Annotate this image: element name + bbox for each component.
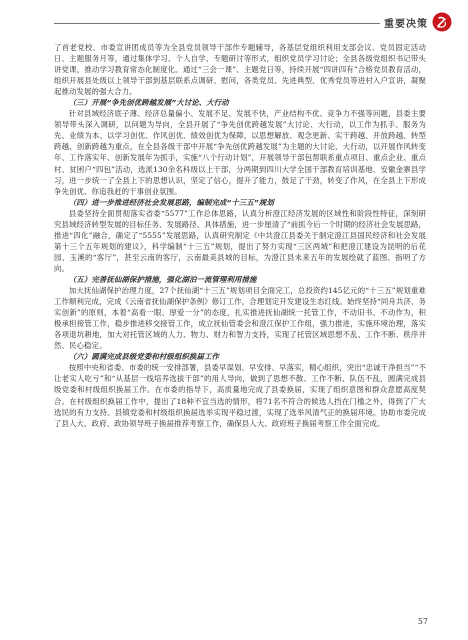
page-header — [0, 14, 468, 40]
body-paragraph: 针对县域经济底子薄、经济总量偏小、发展不足、发展不快，产业结构不优、竞争力不强等问题，县委主要领导带头深入调研，以问题为导向，全县开展了“争先创优跨越发展”大讨论、大行动，以工作为抓手、服务为先、业绩为本、以学习创优、作风创优、绩效创优为保障，以思想解放、观念更新、实干跨越、开放跨越、转型跨越、创新跨越为重点，在全县各级干部中开展“争先创优跨越发展”为主题的大讨论、大行动，以开展作风转变年、工作落实年、创新发展年为抓手，实施“八个行动计划”，开展领导干部包帮联系重点项目、重点企业、重点村、贫困户“四包”活动，选派130余名科级以上干部，分两期到四川大学全国干部教育培训基地、安徽金寨县学习，进一步统一了全县上下的思想认识，坚定了信心，提升了能力，鼓足了干劲，转变了作风，在全县上下形成争先创优、你追我赶的干事创业氛围。 — [54, 109, 426, 196]
section-heading: （四）进一步推进经济社会发展思路，编制完成“十三五”规划 — [68, 197, 274, 207]
section-heading: （三）开展“争先创优跨越发展”大讨论、大行动 — [68, 98, 229, 108]
page-number: 57 — [417, 617, 428, 626]
article-body — [54, 42, 426, 429]
body-paragraph: 了首老党校、市委宣讲团成员等为全县党员领导干部作专题辅导，各基层党组织利用支部会议、党员固定活动日、主题服务月等，通过集体学习、个人自学、专题研讨等形式，组织党员学习讨论；全县各级党组织书记带头讲党课，推动学习教育常态化制度化。通过“三会一课”、主题党日等，持续开展“四讲四有”合格党员教育活动，组织开展县处级以上领导干部到基层联系点调研、慰问，各类党员、先进典型、优秀党员等进村入户宣讲，凝聚起推动发展的强大合力。 — [54, 43, 426, 97]
section-title: 重要决策 — [380, 15, 428, 30]
body-paragraph: 加大抚仙湖保护治理力度，27个抚仙湖“十三五”规划项目全面完工，总投资约145亿元的“十三五”规划重难工作顺利完成，完成《云南省抚仙湖保护条例》修订工作，合理划定开发建设生态红线。始终坚持“同舟共济、务实创新”的原则，本着“高看一眼、厚爱一分”的态度，扎实推进抚仙湖统一托管工作，不动旧书、不动作为，积极承担接管工作，稳步推进移交接管工作，成立抚仙管委会和澄江保护工作组，强力推进，实施环境治理，落实各项退坑耕地，加大对托管区域的人力、物力、财力和智力支持，实现了托管区域思想不乱、工作不断、秩序井然、民心稳定。 — [54, 286, 426, 351]
body-paragraph: 按照中央和省委、市委的统一安排部署，县委早谋划、早安排、早落实，精心组织，突出“忠诚干净担当”“不让老实人吃亏”和“从基层一线培养选拔干部”的用人导向，做到了思想不散、工作不断、队伍不乱，圆满完成县级党委和村级组织换届工作。在市委的指导下，高质量地完成了县委换届，实现了组织意图和群众意愿高度契合。在村级组织换届工作中，提出了18种不宜当选的情形，将71名不符合的候选人挡在门槛之外，得到了广大选民的有力支持。县镇党委和村级组织换届选举实现平稳过渡，实现了选举风清气正的换届环境。协助市委完成了县人大、政府、政协领导班子换届推荐考察工作，确保县人大、政府班子换届考察工作全面完成。 — [54, 363, 426, 428]
party-emblem-icon — [432, 12, 452, 32]
section-heading: （五）完善抚仙湖保护措施，强化湖泊一流管理利用措施 — [68, 274, 257, 284]
body-paragraph: 县委坚持全面贯彻落实省委“5577”工作总体思路，认真分析澄江经济发展的区域性和阶段性特征，深刻研究县域经济转型发展的目标任务、发展路径、具体措施，进一步厘清了“前抓今后一个时期的经济社会发展思路，推进“四化”融合，确定了“5555”发展思路，认真研究制定《中共澄江县委关于制定澄江县国民经济和社会发展第十三个五年规划的建议》，科学编制“十三五”规划，提出了努力实现“三区两城”和把澄江建设为昆明的后花园、玉溪的“客厅”，甚至云南的客厅，云南最美县城的目标，为澄江县未来五年的发展绘就了蓝图、指明了方向。 — [54, 208, 426, 273]
header-rule — [54, 23, 428, 24]
section-heading: （六）圆满完成县级党委和村级组织换届工作 — [68, 352, 220, 362]
